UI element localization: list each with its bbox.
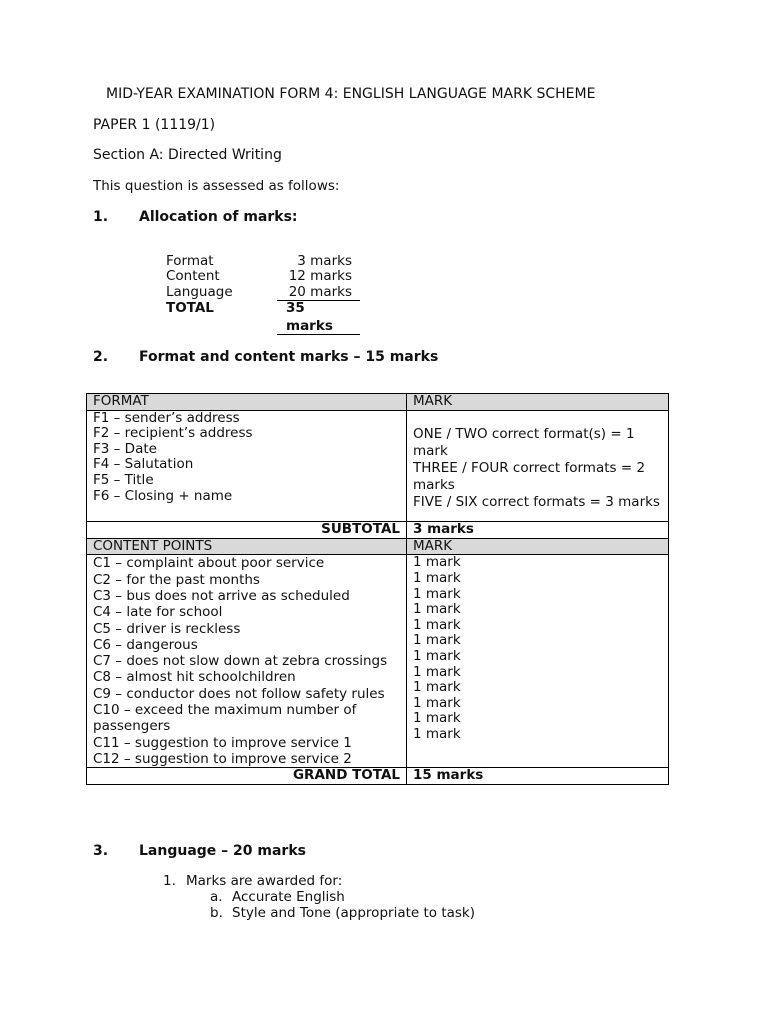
format-item: F3 – Date: [93, 440, 157, 457]
allocation-value: 20 marks: [288, 284, 352, 300]
heading-3-number: 3.: [93, 843, 109, 859]
subtotal-value: 3 marks: [407, 522, 669, 539]
allocation-value: 12 marks: [288, 268, 352, 284]
table-row: [87, 410, 669, 522]
content-mark: 1 mark: [413, 616, 461, 633]
format-item: F6 – Closing + name: [93, 487, 233, 504]
sublist-item-text: Accurate English: [232, 889, 345, 905]
list-item-number: 1.: [163, 873, 176, 889]
table-header-row: [87, 394, 669, 411]
content-item: C1 – complaint about poor service: [93, 555, 325, 572]
content-mark: 1 mark: [413, 585, 461, 602]
divider-line: [277, 334, 360, 335]
heading-2-text: Format and content marks – 15 marks: [139, 349, 439, 365]
content-mark: 1 mark: [413, 679, 461, 696]
mark-header: MARK: [407, 394, 669, 411]
content-item: C10 – exceed the maximum number of passengers: [93, 702, 357, 735]
intro-text: This question is assessed as follows:: [93, 178, 340, 194]
format-mark-rule: FIVE / SIX correct formats = 3 marks: [413, 493, 660, 510]
paper-code: PAPER 1 (1119/1): [93, 117, 216, 133]
heading-3-text: Language – 20 marks: [139, 843, 306, 859]
heading-1-text: Allocation of marks:: [139, 209, 298, 225]
document-title: MID-YEAR EXAMINATION FORM 4: ENGLISH LANGUAGE MARK SCHEME: [106, 86, 596, 102]
format-mark-rule: THREE / FOUR correct formats = 2 marks: [413, 459, 646, 493]
content-mark: 1 mark: [413, 710, 461, 727]
content-mark: 1 mark: [413, 694, 461, 711]
allocation-label: Content: [166, 268, 220, 284]
content-items-cell: [87, 555, 407, 768]
format-item: F1 – sender’s address: [93, 409, 240, 426]
content-header: CONTENT POINTS: [87, 538, 407, 555]
content-mark: 1 mark: [413, 569, 461, 586]
sublist-item-text: Style and Tone (appropriate to task): [232, 905, 476, 921]
format-header: FORMAT: [87, 394, 407, 411]
content-mark-header: MARK: [407, 538, 669, 555]
content-item: C9 – conductor does not follow safety rules: [93, 685, 385, 702]
allocation-total-value: 35: [286, 300, 305, 316]
grand-total-label: GRAND TOTAL: [87, 768, 407, 785]
content-mark: 1 mark: [413, 663, 461, 680]
sublist-item-letter: b.: [210, 905, 223, 921]
allocation-label: Language: [166, 284, 233, 300]
allocation-total-unit: marks: [286, 318, 333, 334]
format-item: F5 – Title: [93, 471, 154, 488]
content-item: C4 – late for school: [93, 604, 223, 621]
subtotal-label: SUBTOTAL: [87, 522, 407, 539]
content-mark: 1 mark: [413, 647, 461, 664]
content-mark: 1 mark: [413, 554, 461, 571]
content-mark: 1 mark: [413, 601, 461, 618]
section-heading: Section A: Directed Writing: [93, 147, 282, 163]
content-item: C7 – does not slow down at zebra crossings: [93, 653, 388, 670]
content-item: C5 – driver is reckless: [93, 620, 241, 637]
marking-table: [86, 393, 669, 785]
grand-total-row: [87, 768, 669, 785]
allocation-value: 3 marks: [297, 253, 352, 269]
content-marks-cell: [407, 555, 669, 768]
table-header-row: [87, 538, 669, 555]
content-item: C11 – suggestion to improve service 1: [93, 734, 352, 751]
grand-total-value: 15 marks: [407, 768, 669, 785]
format-item: F4 – Salutation: [93, 456, 194, 473]
content-mark: 1 mark: [413, 725, 461, 742]
subtotal-row: [87, 522, 669, 539]
allocation-label: Format: [166, 253, 214, 269]
format-marks-cell: [407, 410, 669, 522]
content-item: C6 – dangerous: [93, 636, 198, 653]
format-item: F2 – recipient’s address: [93, 425, 253, 442]
content-item: C2 – for the past months: [93, 571, 260, 588]
heading-2-number: 2.: [93, 349, 109, 365]
heading-1-number: 1.: [93, 209, 109, 225]
content-mark: 1 mark: [413, 632, 461, 649]
allocation-total-label: TOTAL: [166, 300, 214, 316]
table-row: [87, 555, 669, 768]
list-item-text: Marks are awarded for:: [186, 873, 343, 889]
content-item: C3 – bus does not arrive as scheduled: [93, 587, 350, 604]
format-mark-rule: ONE / TWO correct format(s) = 1 mark: [413, 425, 635, 459]
content-item: C8 – almost hit schoolchildren: [93, 669, 296, 686]
content-item: C12 – suggestion to improve service 2: [93, 750, 352, 767]
sublist-item-letter: a.: [210, 889, 223, 905]
format-items-cell: [87, 410, 407, 522]
